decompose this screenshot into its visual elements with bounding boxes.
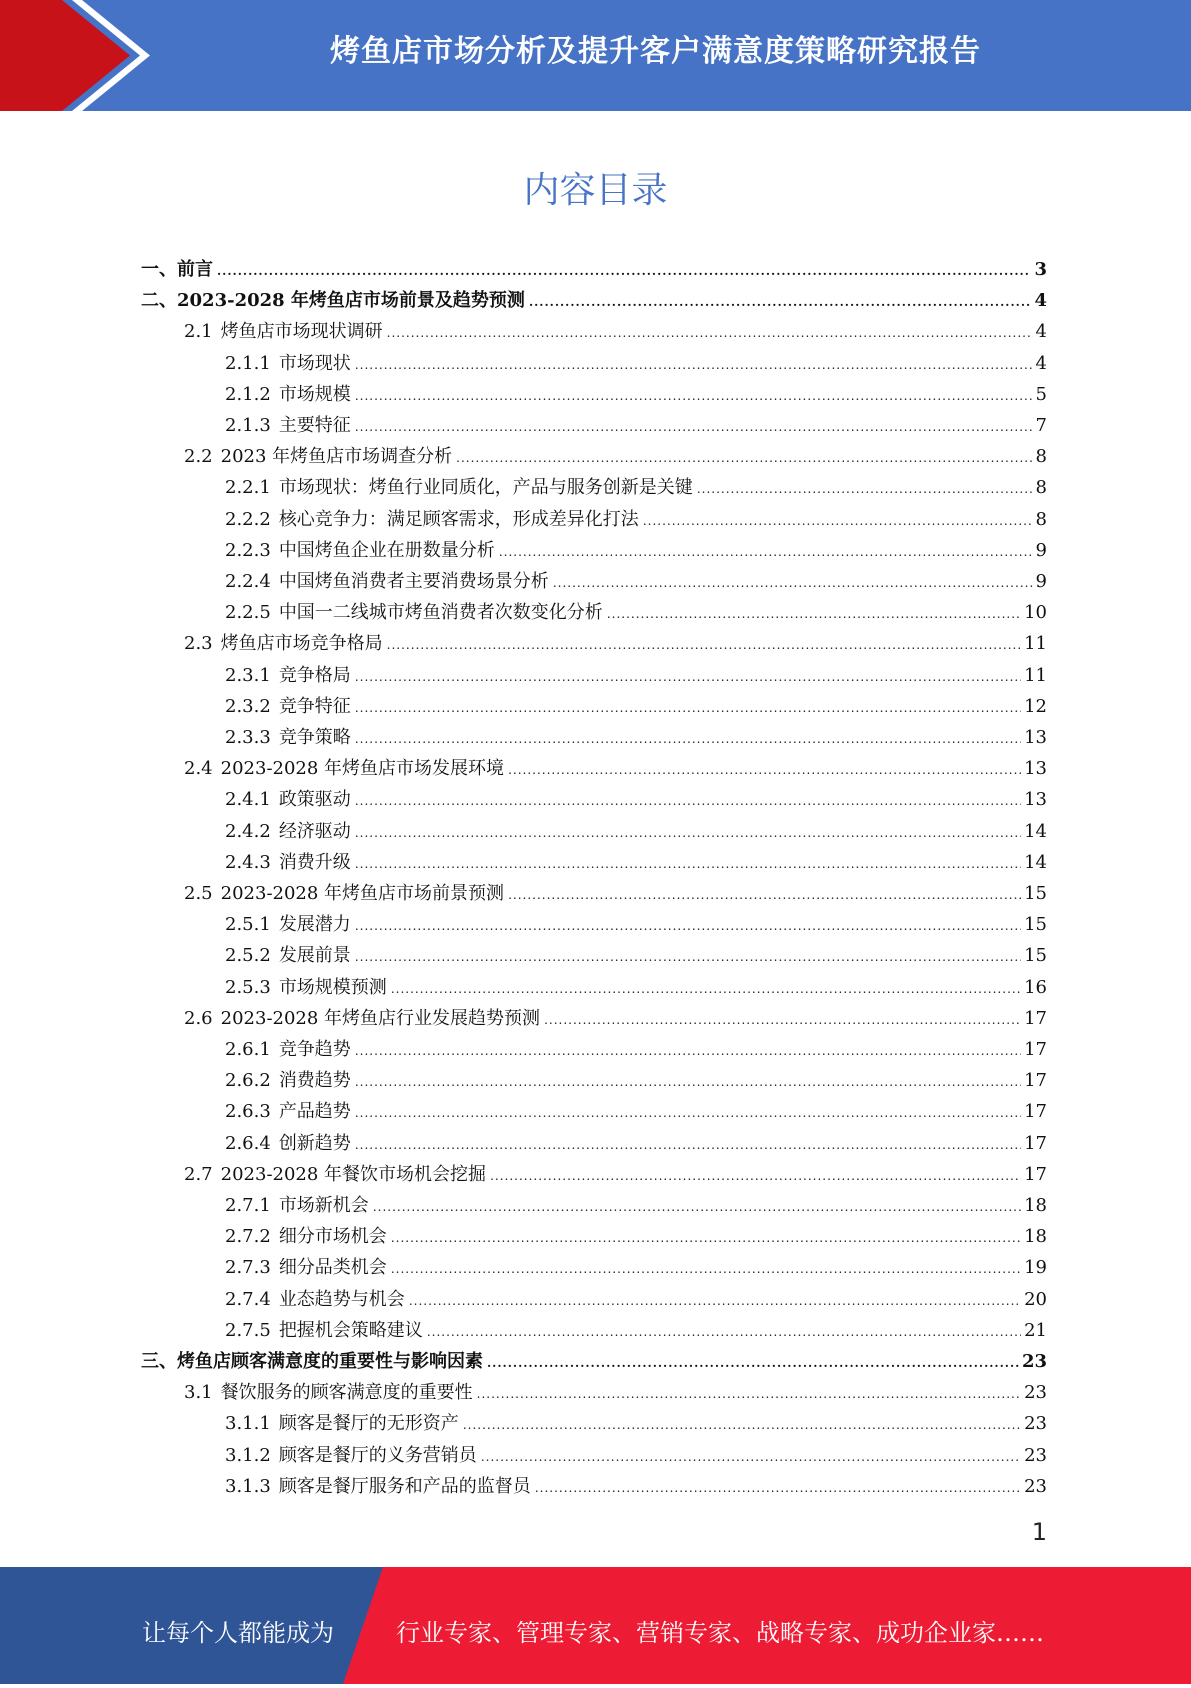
toc-entry-page: 4 [1035,321,1047,343]
toc-entry-page: 5 [1035,383,1047,405]
toc-entry-number: 2.5.2 [225,945,271,967]
toc-entry-label: 细分品类机会 [278,1257,387,1279]
toc-entry-page: 11 [1024,633,1047,655]
toc-entry-number: 2.7.1 [225,1195,271,1216]
toc-dot-leader [697,474,1033,505]
toc-entry-page: 15 [1024,945,1047,967]
toc-entry-number: 2.2.4 [225,571,271,592]
toc-dot-leader [427,1317,1021,1348]
toc-entry[interactable] [225,1034,1047,1065]
toc-dot-leader [355,350,1033,381]
toc-entry-page: 4 [1035,352,1047,374]
toc-entry-label: 2023-2028 年餐饮市场机会挖掘 [220,1163,487,1185]
toc-entry[interactable] [184,878,1047,909]
toc-entry[interactable] [225,410,1047,441]
toc-entry[interactable] [225,972,1047,1003]
toc-dot-leader [355,786,1021,817]
toc-entry-number: 2.3 [184,633,213,655]
toc-entry[interactable] [225,1190,1047,1221]
toc-entry-number: 2.4.3 [225,851,271,873]
toc-entry[interactable] [225,1065,1047,1096]
toc-entry-page: 8 [1035,446,1047,468]
toc-entry-label: 2023 年烤鱼店市场调查分析 [220,446,453,468]
toc-entry-label: 把握机会策略建议 [278,1319,423,1341]
toc-entry-page: 7 [1035,415,1047,436]
toc-dot-leader [355,724,1021,755]
toc-dot-leader [217,256,1031,287]
toc-entry-label: 政策驱动 [278,789,351,811]
toc-entry-number: 2.2 [184,446,213,468]
toc-dot-leader [409,1286,1021,1317]
toc-entry-label: 消费趋势 [278,1070,351,1092]
toc-entry-number: 2.5 [184,883,213,904]
toc-entry-page: 23 [1024,1382,1047,1404]
toc-entry[interactable] [225,691,1047,722]
toc-dot-leader [387,318,1033,349]
toc-dot-leader [355,1036,1021,1067]
toc-entry[interactable] [225,1408,1047,1439]
toc-entry-number: 2.2.1 [225,477,271,499]
toc-entry[interactable] [225,348,1047,379]
toc-entry-number: 2.7.5 [225,1319,271,1341]
toc-entry-label: 市场新机会 [278,1195,369,1216]
toc-entry-label: 经济驱动 [278,820,351,842]
toc-entry-page: 14 [1024,851,1047,873]
toc-dot-leader [490,1161,1021,1192]
toc-dot-leader [391,974,1021,1005]
toc-entry-page: 8 [1035,508,1047,530]
toc-entry-label: 2023-2028 年烤鱼店行业发展趋势预测 [220,1007,541,1029]
toc-entry-page: 13 [1024,789,1047,811]
toc-entry[interactable] [184,1377,1047,1408]
toc-dot-leader [481,1442,1021,1473]
toc-entry-number: 2.7.4 [225,1288,271,1310]
arrow-decoration [0,0,160,111]
toc-entry-page: 23 [1024,1413,1047,1435]
toc-entry-label: 中国一二线城市烤鱼消费者次数变化分析 [278,602,603,624]
toc-dot-leader [355,662,1021,693]
footer-slogan-right: 行业专家、管理专家、营销专家、战略专家、成功企业家…… [396,1619,1044,1647]
toc-entry[interactable] [184,753,1047,784]
toc-entry[interactable] [225,472,1047,503]
toc-entry-number: 2.6.4 [225,1132,271,1154]
toc-entry[interactable] [225,847,1047,878]
toc-dot-leader [544,1005,1021,1036]
toc-entry-label: 产品趋势 [278,1101,351,1123]
toc-entry-label: 餐饮服务的顾客满意度的重要性 [220,1382,473,1404]
toc-entry[interactable] [225,1284,1047,1315]
toc-entry-page: 19 [1024,1257,1047,1279]
toc-entry[interactable] [225,722,1047,753]
toc-entry[interactable] [184,628,1047,659]
toc-entry-label: 2023-2028 年烤鱼店市场前景预测 [220,883,505,904]
toc-entry-number: 2.5.3 [225,976,271,998]
toc-entry-page: 20 [1024,1288,1047,1310]
toc-entry-number: 2.7 [184,1163,213,1185]
toc-entry-number: 2.1 [184,321,213,343]
toc-entry-page: 17 [1024,1163,1047,1185]
toc-entry-page: 18 [1024,1226,1047,1248]
toc-entry-label: 顾客是餐厅服务和产品的监督员 [278,1475,531,1497]
toc-entry-label: 发展潜力 [278,914,351,936]
toc-entry-number: 一、前言 [141,259,213,280]
toc-entry[interactable] [225,940,1047,971]
toc-entry-number: 2.7.2 [225,1226,271,1248]
toc-dot-leader [355,1067,1021,1098]
toc-entry-label: 烤鱼店市场现状调研 [220,321,383,343]
toc-dot-leader [355,818,1021,849]
toc-dot-leader [456,443,1032,474]
toc-entry[interactable] [225,566,1047,597]
toc-dot-leader [508,880,1021,911]
toc-entry-number: 2.4 [184,758,213,780]
toc-entry-number: 2.7.3 [225,1257,271,1279]
toc-dot-leader [391,1254,1021,1285]
toc-entry-page: 23 [1024,1475,1047,1497]
toc-title: 内容目录 [523,170,668,211]
toc-entry-label: 市场现状：烤鱼行业同质化，产品与服务创新是关键 [278,477,693,499]
toc-entry[interactable] [225,909,1047,940]
toc-entry[interactable] [184,1003,1047,1034]
toc-entry-label: 核心竞争力：满足顾客需求，形成差异化打法 [278,508,639,530]
toc-entry-label: 市场规模预测 [278,976,387,998]
toc-dot-leader [355,849,1021,880]
toc-entry-label: 创新趋势 [278,1132,351,1154]
toc-entry[interactable] [225,379,1047,410]
toc-entry[interactable] [141,1346,1047,1377]
toc-dot-leader [499,537,1033,568]
toc-entry-page: 9 [1035,571,1047,592]
toc-entry-page: 23 [1024,1444,1047,1466]
toc-entry[interactable] [225,1440,1047,1471]
toc-dot-leader [529,287,1032,318]
toc-entry-number: 2.1.3 [225,415,271,436]
toc-dot-leader [477,1379,1021,1410]
toc-entry-label: 烤鱼店市场竞争格局 [220,633,383,655]
toc-entry-label: 顾客是餐厅的义务营销员 [278,1444,477,1466]
toc-dot-leader [355,412,1033,443]
toc-entry-page: 23 [1021,1351,1047,1372]
toc-entry-label: 市场规模 [278,383,351,405]
toc-entry-number: 2.4.2 [225,820,271,842]
toc-entry[interactable] [225,816,1047,847]
toc-entry[interactable] [225,1128,1047,1159]
toc-entry-page: 14 [1024,820,1047,842]
toc-entry-label: 2023-2028 年烤鱼店市场发展环境 [220,758,505,780]
toc-entry-label: 竞争格局 [278,664,351,686]
toc-entry-page: 21 [1024,1319,1047,1341]
toc-entry-number: 三、烤鱼店顾客满意度的重要性与影响因素 [141,1351,483,1372]
toc-entry[interactable] [225,1221,1047,1252]
toc-entry-label: 中国烤鱼消费者主要消费场景分析 [278,571,549,592]
toc-entry-number: 2.6.3 [225,1101,271,1123]
toc-dot-leader [373,1192,1021,1223]
toc-entry-number: 2.3.3 [225,727,271,748]
toc-entry-page: 18 [1024,1195,1047,1216]
toc-dot-leader [535,1473,1021,1504]
toc-dot-leader [355,1130,1021,1161]
toc-entry-page: 17 [1024,1101,1047,1123]
toc-entry-label: 消费升级 [278,851,351,873]
toc-entry-page: 17 [1024,1007,1047,1029]
toc-entry-label: 顾客是餐厅的无形资产 [278,1413,459,1435]
toc-entry-page: 13 [1024,727,1047,748]
toc-entry-number: 3.1.3 [225,1475,271,1497]
toc-dot-leader [355,942,1021,973]
toc-entry[interactable] [225,1315,1047,1346]
toc-entry-page: 3 [1034,259,1047,280]
toc-entry[interactable] [141,285,1047,316]
toc-dot-leader [553,568,1033,599]
toc-entry-label: 发展前景 [278,945,351,967]
toc-entry-number: 二、2023-2028 年烤鱼店市场前景及趋势预测 [141,290,525,312]
toc-entry-number: 2.6.2 [225,1070,271,1092]
toc-entry[interactable] [225,1096,1047,1127]
toc-entry[interactable] [141,254,1047,285]
toc-dot-leader [508,755,1021,786]
toc-dot-leader [607,599,1021,630]
header-bar [0,0,1191,111]
toc-entry-page: 12 [1024,695,1047,717]
toc-entry-number: 2.3.1 [225,664,271,686]
toc-entry-number: 2.2.2 [225,508,271,530]
toc-dot-leader [463,1410,1021,1441]
toc-entry-number: 2.2.5 [225,602,271,624]
toc-entry-number: 2.5.1 [225,914,271,936]
toc-entry-label: 竞争趋势 [278,1039,351,1060]
toc-entry-label: 业态趋势与机会 [278,1288,405,1310]
footer-slogan-left: 让每个人都能成为 [142,1619,334,1647]
toc-entry-page: 17 [1024,1070,1047,1092]
toc-entry-page: 15 [1024,883,1047,904]
toc-entry[interactable] [225,784,1047,815]
toc-entry-number: 2.4.1 [225,789,271,811]
toc-entry-page: 4 [1034,290,1047,312]
toc-entry[interactable] [225,597,1047,628]
toc-entry-label: 竞争策略 [278,727,351,748]
toc-entry[interactable] [184,316,1047,347]
toc-entry[interactable] [225,1252,1047,1283]
page-number: 1 [1031,1518,1047,1546]
toc-dot-leader [355,911,1021,942]
toc-entry[interactable] [225,535,1047,566]
toc-entry-number: 3.1.1 [225,1413,271,1435]
toc-entry-label: 中国烤鱼企业在册数量分析 [278,539,495,561]
toc-entry-page: 9 [1035,539,1047,561]
toc-dot-leader [355,381,1033,412]
toc-entry[interactable] [184,1159,1047,1190]
toc-dot-leader [355,693,1021,724]
toc-entry[interactable] [225,504,1047,535]
toc-dot-leader [487,1348,1019,1379]
toc-entry-page: 11 [1024,664,1047,686]
toc-entry-number: 2.6 [184,1007,213,1029]
toc-dot-leader [355,1098,1021,1129]
toc-entry-number: 2.1.2 [225,383,271,405]
toc-entry[interactable] [225,660,1047,691]
toc-entry-page: 13 [1024,758,1047,780]
toc-entry-label: 竞争特征 [278,695,351,717]
toc-entry-number: 2.3.2 [225,695,271,717]
toc-dot-leader [387,630,1021,661]
toc-entry-label: 市场现状 [278,352,351,374]
toc-entry-number: 3.1 [184,1382,213,1404]
toc-entry-page: 8 [1035,477,1047,499]
toc-entry-number: 2.6.1 [225,1039,271,1060]
toc-entry[interactable] [184,441,1047,472]
toc-entry-page: 17 [1024,1132,1047,1154]
toc-entry-number: 2.1.1 [225,352,271,374]
toc-entry-number: 2.2.3 [225,539,271,561]
toc-entry-page: 17 [1024,1039,1047,1060]
report-title: 烤鱼店市场分析及提升客户满意度策略研究报告 [330,34,981,69]
toc-entry-label: 主要特征 [278,415,351,436]
toc-entry-page: 10 [1024,602,1047,624]
toc-entry[interactable] [225,1471,1047,1502]
toc-dot-leader [391,1223,1021,1254]
toc-entry-page: 15 [1024,914,1047,936]
toc-entry-number: 3.1.2 [225,1444,271,1466]
toc-entry-page: 16 [1024,976,1047,998]
toc-entry-label: 细分市场机会 [278,1226,387,1248]
toc-dot-leader [643,506,1033,537]
